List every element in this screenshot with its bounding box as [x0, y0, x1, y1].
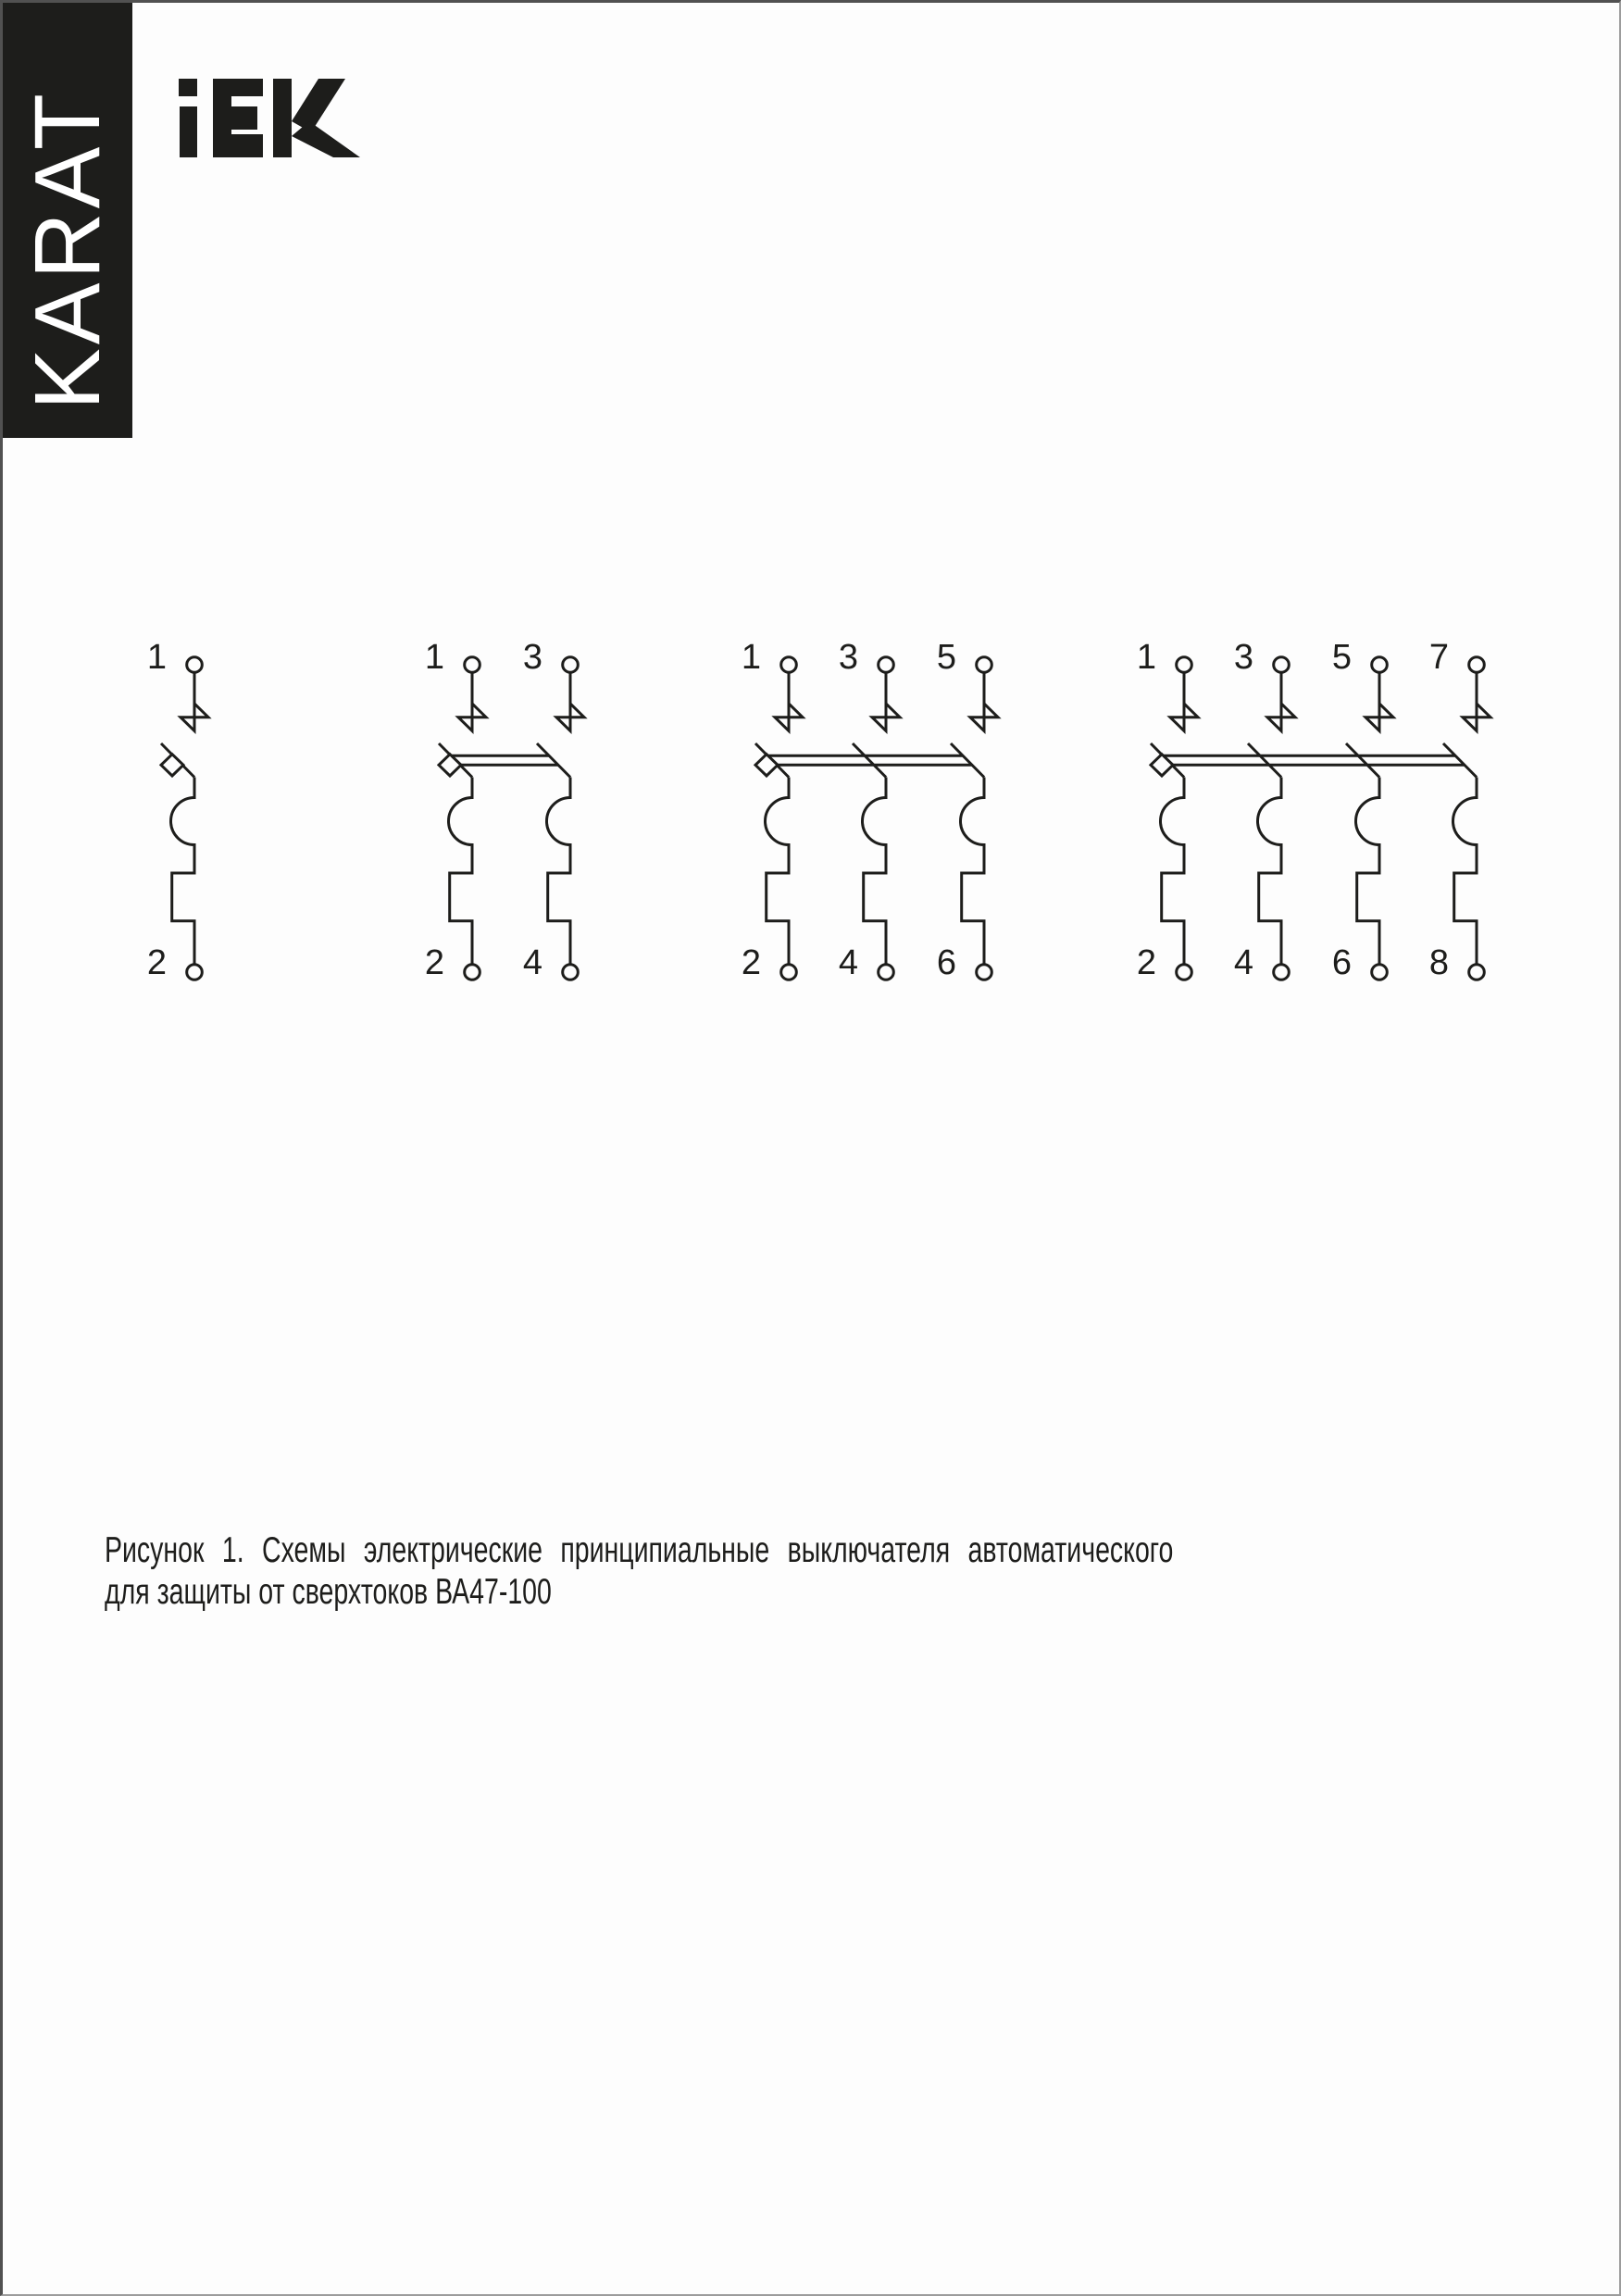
karat-brand-text: KARAT	[16, 90, 120, 410]
terminal-label-bottom: 2	[146, 943, 167, 982]
pole-body-path	[449, 778, 473, 965]
actuator-square	[439, 755, 461, 776]
terminal-label-top: 1	[146, 638, 167, 677]
terminal-label-bottom: 2	[424, 943, 444, 982]
terminal-label-bottom: 4	[1233, 943, 1253, 982]
terminal-circle-top	[1274, 657, 1290, 673]
terminal-circle-top	[187, 657, 203, 673]
terminal-circle-bottom	[781, 965, 797, 980]
terminal-label-bottom: 2	[741, 943, 761, 982]
terminal-label-bottom: 4	[838, 943, 858, 982]
pole-body-path	[1161, 778, 1184, 965]
pole-body-path	[863, 778, 886, 965]
moving-contact-diagonal	[1248, 743, 1281, 778]
pole-body-path	[547, 778, 570, 965]
diagram-4-pole	[1137, 638, 1490, 982]
moving-contact-diagonal	[951, 743, 984, 778]
diagram-3-pole	[742, 638, 998, 982]
moving-contact-diagonal	[1443, 743, 1477, 778]
terminal-circle-top	[879, 657, 894, 673]
caption-line-1: Рисунок 1. Схемы электрические принципиальные выключателя автоматического	[105, 1530, 1174, 1570]
terminal-circle-top	[1372, 657, 1388, 673]
terminal-circle-bottom	[1274, 965, 1290, 980]
pole-body-path	[1258, 778, 1282, 965]
terminal-label-bottom: 8	[1428, 943, 1449, 982]
pole-body-path	[1356, 778, 1379, 965]
terminal-label-bottom: 6	[1331, 943, 1352, 982]
figure-caption	[105, 1529, 1173, 1613]
terminal-label-top: 1	[741, 638, 761, 677]
moving-contact-diagonal	[537, 743, 570, 778]
terminal-label-bottom: 4	[522, 943, 542, 982]
terminal-label-top: 7	[1428, 638, 1449, 677]
pole-body-path	[961, 778, 984, 965]
terminal-circle-bottom	[1177, 965, 1192, 980]
terminal-circle-top	[563, 657, 579, 673]
terminal-label-bottom: 6	[936, 943, 956, 982]
terminal-label-top: 1	[1136, 638, 1156, 677]
diagram-2-pole	[425, 638, 584, 982]
terminal-circle-bottom	[1372, 965, 1388, 980]
terminal-circle-bottom	[563, 965, 579, 980]
terminal-circle-bottom	[879, 965, 894, 980]
actuator-square	[1151, 755, 1173, 776]
moving-contact-diagonal	[1346, 743, 1379, 778]
terminal-label-top: 1	[424, 638, 444, 677]
schematic-figure	[3, 3, 1621, 2296]
pole-body-path	[171, 778, 195, 965]
terminal-circle-top	[465, 657, 480, 673]
terminal-circle-bottom	[977, 965, 992, 980]
diagram-1-pole	[147, 638, 208, 982]
terminal-circle-bottom	[465, 965, 480, 980]
caption-line-2: для защиты от сверхтоков ВА47-100	[105, 1572, 552, 1612]
terminal-circle-top	[781, 657, 797, 673]
terminal-circle-bottom	[1469, 965, 1485, 980]
pole-body-path	[1453, 778, 1478, 965]
terminal-label-top: 5	[1331, 638, 1352, 677]
moving-contact-diagonal	[853, 743, 886, 778]
terminal-circle-top	[1177, 657, 1192, 673]
terminal-label-top: 3	[838, 638, 858, 677]
terminal-circle-top	[1469, 657, 1485, 673]
pole-body-path	[766, 778, 790, 965]
actuator-square	[755, 755, 778, 776]
terminal-circle-bottom	[187, 965, 203, 980]
terminal-label-top: 5	[936, 638, 956, 677]
terminal-label-top: 3	[1233, 638, 1253, 677]
terminal-label-top: 3	[522, 638, 542, 677]
terminal-circle-top	[977, 657, 992, 673]
terminal-label-bottom: 2	[1136, 943, 1156, 982]
actuator-square	[161, 755, 183, 776]
